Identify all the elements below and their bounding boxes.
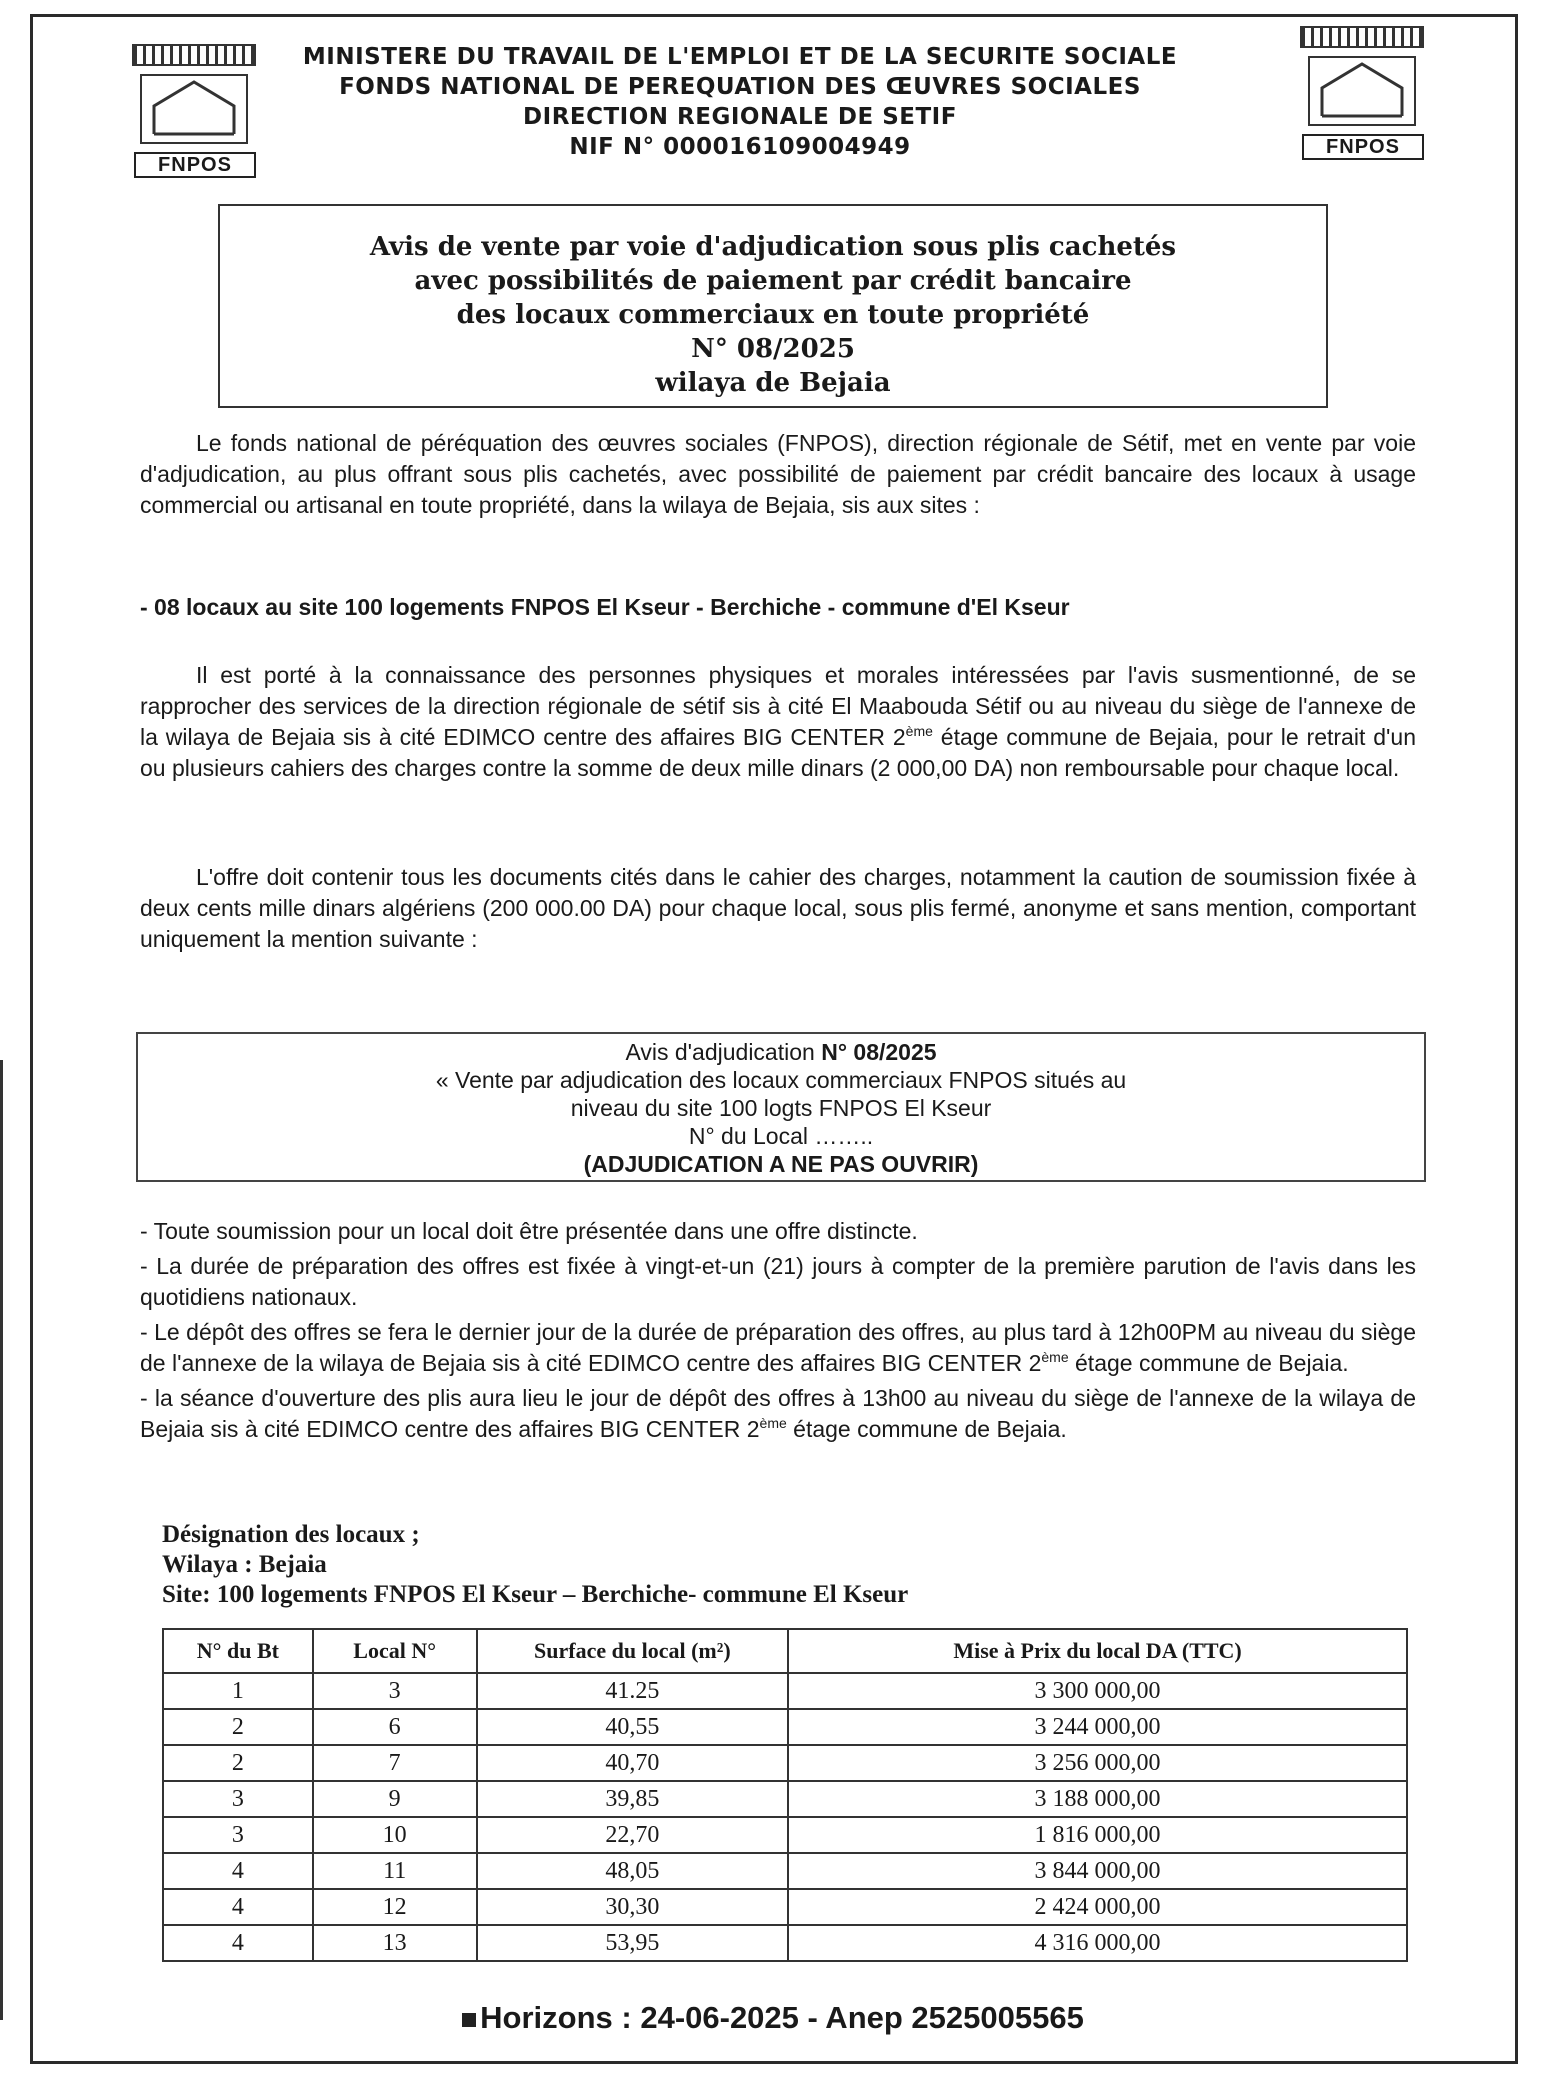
cell-local: 3 [313,1673,477,1709]
cell-local: 6 [313,1709,477,1745]
cell-surface: 39,85 [477,1781,789,1817]
condition-text-b: étage commune de Bejaia. [1068,1350,1349,1376]
title-line-1: Avis de vente par voie d'adjudication sous plis cachetés [369,232,1177,262]
cell-surface: 40,55 [477,1709,789,1745]
logo-stripes [1300,26,1424,48]
cell-prix: 3 844 000,00 [788,1853,1407,1889]
cell-surface: 22,70 [477,1817,789,1853]
publication-footer [0,2000,1546,2036]
table-row [163,1853,1407,1889]
mention-line-2: « Vente par adjudication des locaux commerciaux FNPOS situés au [435,1067,1127,1093]
mention-line-4: N° du Local …….. [688,1123,874,1149]
ministry-header [200,42,1280,162]
condition-item [140,1317,1416,1379]
notice-title-box [218,204,1328,408]
cell-batiment: 4 [163,1853,313,1889]
cell-batiment: 3 [163,1781,313,1817]
offer-paragraph: L'offre doit contenir tous les documents cités dans le cahier des charges, notamment la caution de soumission fixée à deux cents mille dinars algériens (200 000.00 DA) pour chaque local, sous plis fermé, anonyme et sans mention, comportant uniquement la mention suivante : [140,864,1416,952]
designation-block [162,1520,908,1610]
cell-surface: 30,30 [477,1889,789,1925]
cell-prix: 3 256 000,00 [788,1745,1407,1781]
condition-text-b: étage commune de Bejaia. [786,1416,1067,1442]
cell-batiment: 2 [163,1709,313,1745]
condition-text-a: - la séance d'ouverture des plis aura lieu le jour de dépôt des offres à 13h00 au niveau du siège de l'annexe de la wilaya de Bejaia sis à cité EDIMCO centre des affaires BIG CENTER 2 [140,1385,1416,1442]
envelope-mention-box [136,1032,1426,1182]
cell-local: 11 [313,1853,477,1889]
withdrawal-text-b: étage commune de Bejaia, pour le retrait d'un ou plusieurs cahiers des charges contre la somme de deux mille dinars (2 000,00 DA) non remboursable pour chaque local. [140,724,1416,781]
mention-line-1 [138,1038,1424,1066]
cell-surface: 53,95 [477,1925,789,1961]
header-line-ministry: MINISTERE DU TRAVAIL DE L'EMPLOI ET DE LA SECURITE SOCIALE [302,44,1178,70]
cell-prix: 3 244 000,00 [788,1709,1407,1745]
cell-local: 12 [313,1889,477,1925]
withdrawal-text-a: Il est porté à la connaissance des personnes physiques et morales intéressées par l'avis susmentionné, de se rapprocher des services de la direction régionale de sétif sis à cité El Maabouda Sétif ou au niveau du siège de l'annexe de la wilaya de Bejaia sis à cité EDIMCO centre des affaires BIG CENTER 2 [140,662,1416,750]
mention-line-5: (ADJUDICATION A NE PAS OUVRIR) [583,1151,979,1177]
header-local: Local N° [313,1629,477,1673]
cell-batiment: 4 [163,1925,313,1961]
title-line-3: des locaux commerciaux en toute propriété [456,300,1090,330]
conditions-list [140,1216,1416,1449]
cell-prix: 3 300 000,00 [788,1673,1407,1709]
designation-site: Site: 100 logements FNPOS El Kseur – Berchiche- commune El Kseur [162,1581,909,1608]
designation-heading: Désignation des locaux ; [162,1521,420,1548]
designation-wilaya: Wilaya : Bejaia [162,1551,327,1578]
logo-label: FNPOS [1302,134,1424,160]
condition-text-a: - Le dépôt des offres se fera le dernier jour de la durée de préparation des offres, au plus tard à 12h00PM au niveau du siège de l'annexe de la wilaya de Bejaia sis à cité EDIMCO centre des affaires BIG CENTER 2 [140,1319,1416,1376]
condition-item: - Toute soumission pour un local doit être présentée dans une offre distincte. [140,1218,918,1244]
cell-prix: 4 316 000,00 [788,1925,1407,1961]
withdrawal-paragraph [140,660,1416,784]
square-bullet-icon [462,2013,476,2027]
site-line: - 08 locaux au site 100 logements FNPOS El Kseur - Berchiche - commune d'El Kseur [140,594,1070,620]
superscript: ème [905,723,933,739]
title-wilaya: wilaya de Bejaia [655,368,891,398]
header-line-direction: DIRECTION REGIONALE DE SETIF [523,104,957,130]
header-batiment: N° du Bt [163,1629,313,1673]
cell-local: 9 [313,1781,477,1817]
cell-local: 13 [313,1925,477,1961]
cell-batiment: 2 [163,1745,313,1781]
table-row [163,1817,1407,1853]
cell-local: 10 [313,1817,477,1853]
table-row [163,1673,1407,1709]
condition-item: - La durée de préparation des offres est fixée à vingt-et-un (21) jours à compter de la première parution de l'avis dans les quotidiens nationaux. [140,1253,1416,1310]
title-line-2: avec possibilités de paiement par crédit bancaire [414,266,1132,296]
table-row [163,1709,1407,1745]
footer-text: Horizons : 24-06-2025 - Anep 2525005565 [480,2000,1084,2035]
title-number: N° 08/2025 [691,334,855,364]
condition-item [140,1383,1416,1445]
cell-local: 7 [313,1745,477,1781]
fnpos-logo-right [1300,26,1426,158]
header-surface: Surface du local (m²) [477,1629,789,1673]
cell-surface: 41.25 [477,1673,789,1709]
cell-batiment: 1 [163,1673,313,1709]
header-line-nif: NIF N° 000016109004949 [569,134,911,160]
cell-batiment: 3 [163,1817,313,1853]
header-prix: Mise à Prix du local DA (TTC) [788,1629,1407,1673]
cell-prix: 2 424 000,00 [788,1889,1407,1925]
scan-edge [0,1060,3,2020]
table-row [163,1889,1407,1925]
mention-line-3: niveau du site 100 logts FNPOS El Kseur [570,1095,992,1121]
superscript: ème [759,1415,787,1431]
locaux-table [162,1628,1408,1962]
house-icon [1308,56,1416,126]
cell-prix: 1 816 000,00 [788,1817,1407,1853]
mention-avis: Avis d'adjudication [625,1039,822,1065]
table-row [163,1925,1407,1961]
logo-label: FNPOS [134,152,256,178]
cell-surface: 40,70 [477,1745,789,1781]
header-line-fund: FONDS NATIONAL DE PEREQUATION DES ŒUVRES SOCIALES [339,74,1141,100]
superscript: ème [1041,1349,1069,1365]
intro-paragraph: Le fonds national de péréquation des œuvres sociales (FNPOS), direction régionale de Sétif, met en vente par voie d'adjudication, au plus offrant sous plis cachetés, avec possibilité de paiement par crédit bancaire des locaux à usage commercial ou artisanal en toute propriété, dans la wilaya de Bejaia, sis aux sites : [140,430,1416,518]
cell-prix: 3 188 000,00 [788,1781,1407,1817]
mention-number: N° 08/2025 [821,1039,937,1065]
table-header-row [163,1629,1407,1673]
table-row [163,1781,1407,1817]
cell-surface: 48,05 [477,1853,789,1889]
cell-batiment: 4 [163,1889,313,1925]
table-row [163,1745,1407,1781]
